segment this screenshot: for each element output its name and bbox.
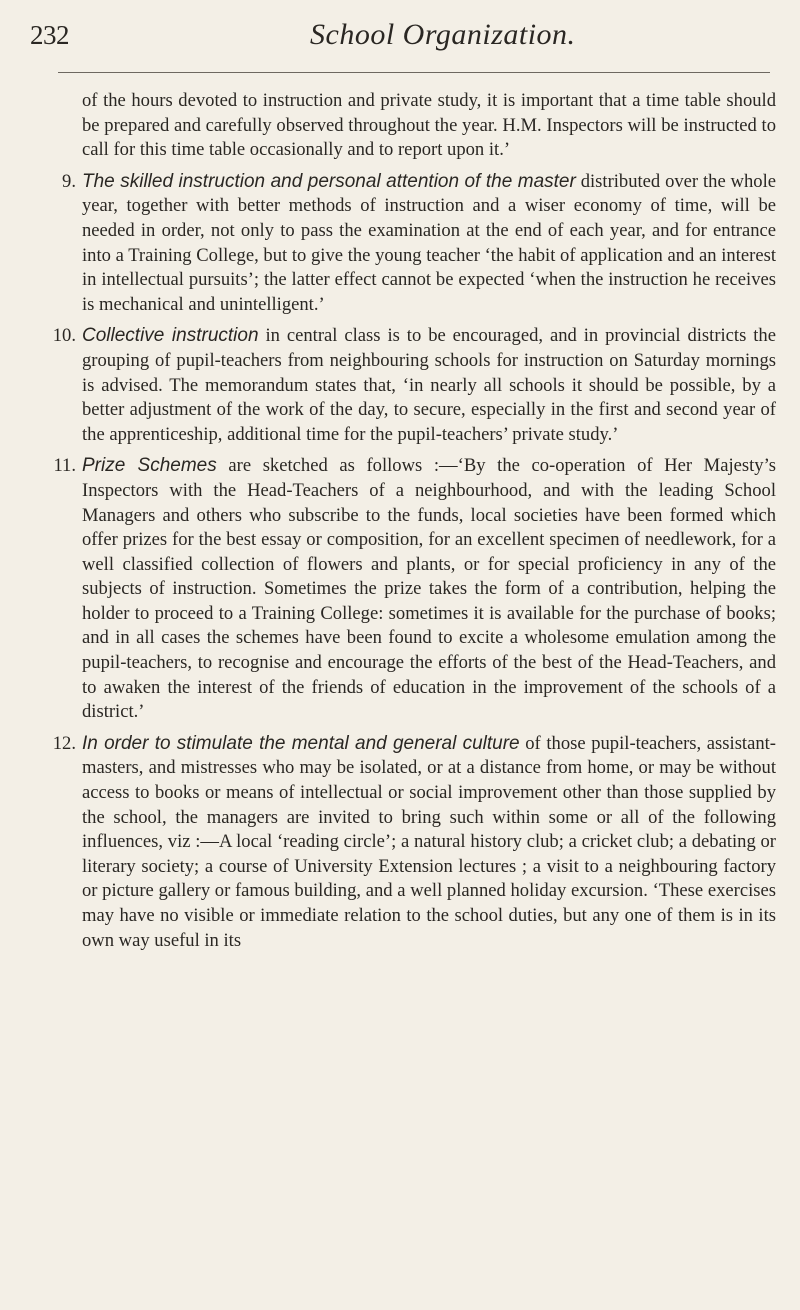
section-text: are sketched as follows :—‘By the co-operation of Her Majesty’s Inspectors with the Head-Teachers of a neighbourhood, and with the leading School Managers and others who subscribe to the funds, local societies have been formed which offer prizes for the best essay or composition, for an excellent specimen of needlework, for a well classified collection of flowers and plants, or for special proficiency in any of the subjects of instruction. Sometimes the prize takes the form of a contribution, helping the holder to proceed to a Training College: sometimes it is available for the purchase of books; and in all cases the schemes have been found to excite a wholesome emulation among the pupil-teachers, to recognise and encourage the efforts of the best of the Head-Teachers, and to awaken the interest of the friends of education in the improvement of the schools of a district.’ [82, 455, 776, 723]
section-heading: The skilled instruction and personal attention of the master [82, 170, 576, 192]
section-number: 12. [52, 732, 76, 754]
section-heading: In order to stimulate the mental and general culture [82, 732, 520, 754]
page-header [30, 18, 770, 62]
section-number: 11. [53, 455, 76, 477]
opening-paragraph [56, 89, 776, 163]
section-heading: Prize Schemes [82, 455, 217, 477]
section-text: in central class is to be encouraged, and in provincial districts the grouping of pupil-teachers from neighbouring schools for instruction on Saturday mornings is advised. The memorandum states that, ‘in nearly all schools it should be possible, by a better adjustment of the work of the day, to secure, especially in the first and second year of the apprenticeship, additional time for the pupil-teachers’ private study.’ [82, 325, 776, 445]
section-number: 9. [62, 170, 76, 192]
section-12 [52, 732, 777, 953]
section-9 [56, 170, 776, 318]
body-text [52, 89, 777, 960]
page-number: 232 [30, 20, 69, 50]
section-11 [53, 454, 776, 725]
header-rule [58, 72, 770, 73]
running-title: School Organization. [310, 18, 576, 51]
section-text: of those pupil-teachers, assistant-masters, and mistresses who may be isolated, or at a distance from home, or may be without access to books or means of intellectual or social improvement other than those supplied by the school, the managers are invited to bring such within some or all of the following influences, viz :—A local ‘reading circle’; a natural history club; a cricket club; a debating or literary society; a course of University Extension lectures ; a visit to a neighbouring factory or picture gallery or famous building, and a well planned holiday excursion. ‘These exercises may have no visible or immediate relation to the school duties, but any one of them is in its own way useful in its [82, 732, 777, 951]
section-text: distributed over the whole year, together with better methods of instruction and a wiser economy of time, will be needed in order, not only to pass the examination at the end of each year, and for entrance into a Training College, but to give the young teacher ‘the habit of application and an interest in intellectual pursuits’; the latter effect cannot be expected ‘when the instruction he receives is mechanical and unintelligent.’ [82, 170, 776, 315]
opening-text: of the hours devoted to instruction and private study, it is important that a time table should be prepared and carefully observed throughout the year. H.M. Inspectors will be instructed to call for this time table occasionally and to report upon it.’ [82, 90, 776, 161]
section-heading: Collective instruction [82, 325, 259, 347]
section-number: 10. [52, 325, 76, 347]
section-10 [52, 324, 776, 447]
